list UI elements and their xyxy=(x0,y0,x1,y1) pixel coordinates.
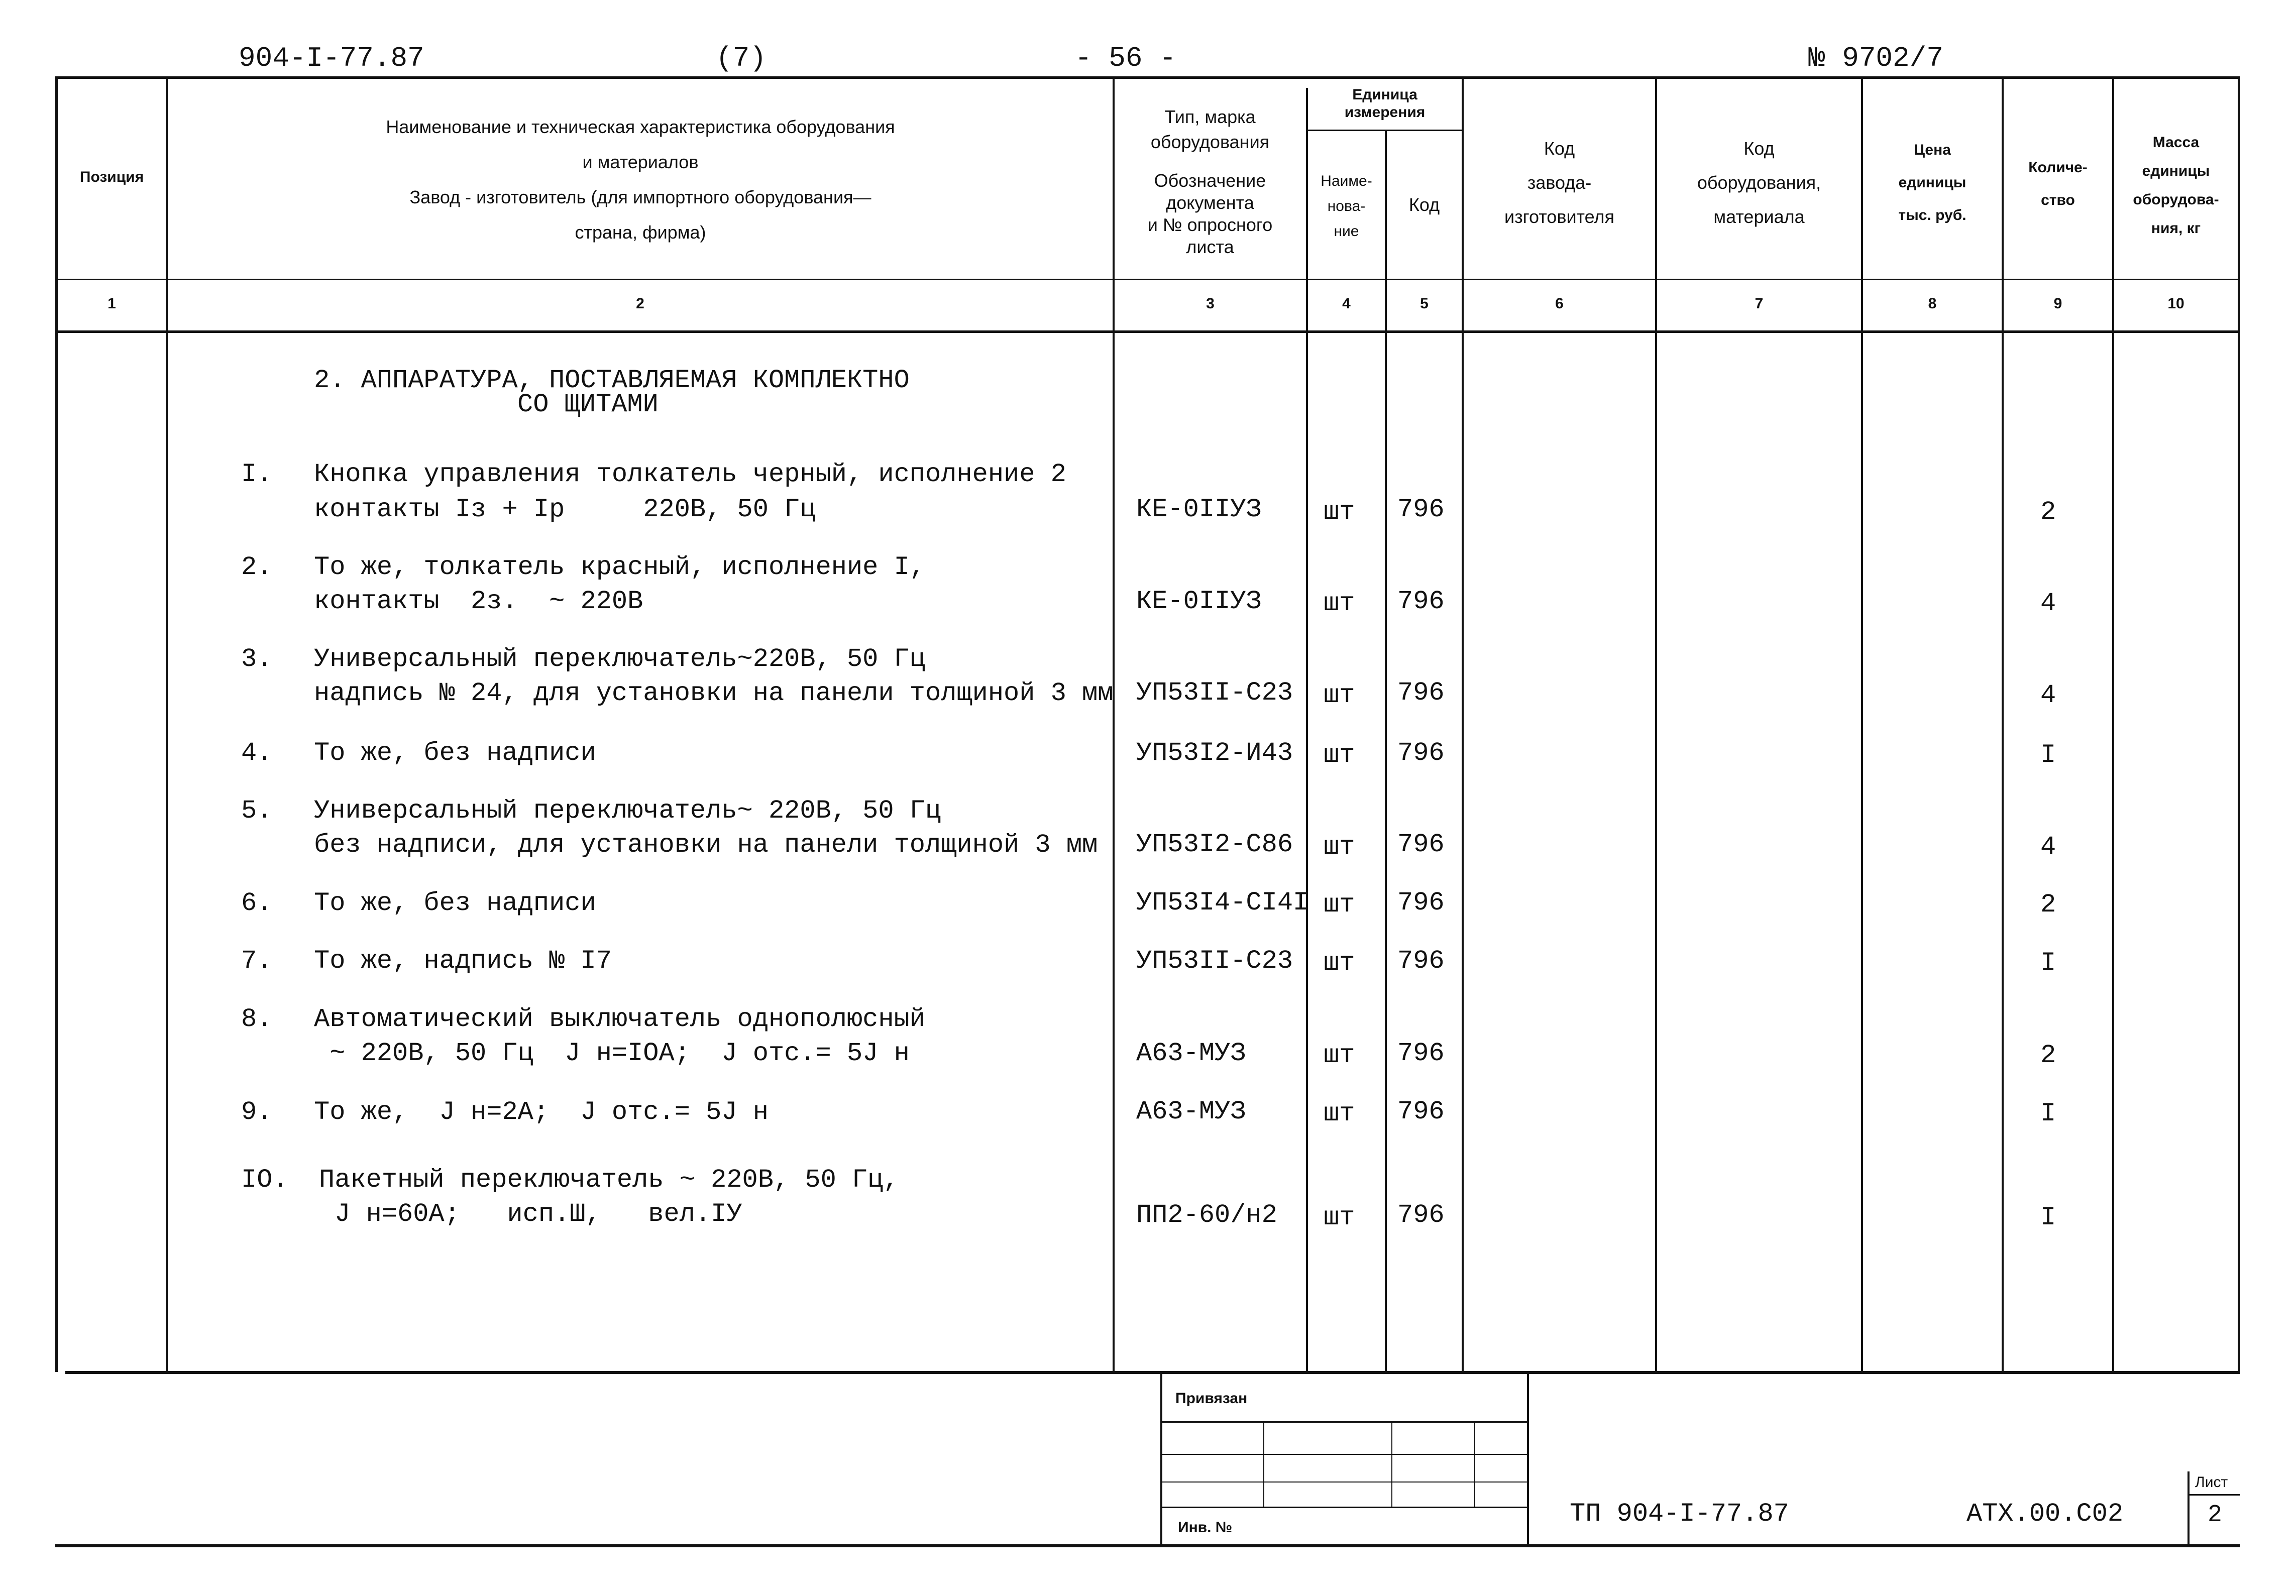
col-header-unit-name-2: нова- xyxy=(1327,198,1366,214)
row-description-line-2: контакты Iз + Iр 220В, 50 Гц xyxy=(314,495,816,524)
stamp-grid-h2 xyxy=(1162,1454,1527,1455)
row-quantity: 2 xyxy=(2040,497,2056,527)
row-unit: шт xyxy=(1324,890,1355,920)
col-number-3: 3 xyxy=(1206,295,1215,312)
row-unit: шт xyxy=(1324,1099,1355,1128)
col-header-type-3: Обозначение xyxy=(1154,170,1266,191)
row-quantity: I xyxy=(2040,740,2056,770)
row-description-line-1: Автоматический выключатель однополюсный xyxy=(314,1004,925,1034)
stamp-inv-label: Инв. № xyxy=(1178,1519,1233,1536)
row-description-line-1: То же, без надписи xyxy=(314,738,596,768)
row-unit-code: 796 xyxy=(1397,1200,1445,1230)
column-number-divider xyxy=(58,330,2240,333)
col-header-equip-code-1: Код xyxy=(1743,138,1775,159)
row-type: КЕ-0IIУЗ xyxy=(1136,495,1262,524)
col-header-price-3: тыс. руб. xyxy=(1898,207,1966,223)
row-description-line-1: Кнопка управления толкатель черный, исполнение 2 xyxy=(314,460,1066,489)
stamp-left-divider xyxy=(1160,1374,1162,1545)
col-header-name-3: Завод - изготовитель (для импортного оборудования— xyxy=(409,187,871,207)
row-quantity: I xyxy=(2040,1099,2056,1128)
col-number-1: 1 xyxy=(107,295,116,312)
row-description-line-1: То же, Ј н=2А; Ј отс.= 5Ј н xyxy=(314,1097,769,1127)
row-unit: шт xyxy=(1324,740,1355,770)
stamp-sheet-number: 2 xyxy=(2208,1502,2222,1529)
col-number-7: 7 xyxy=(1755,295,1764,312)
stamp-grid-v2 xyxy=(1391,1421,1392,1507)
col-header-mass-2: единицы xyxy=(2142,163,2210,179)
col-header-equip-code-2: оборудования, xyxy=(1697,172,1821,193)
row-unit: шт xyxy=(1324,497,1355,527)
row-description-line-2: контакты 2з. ~ 220В xyxy=(314,587,643,616)
col-sep-5 xyxy=(1462,76,1464,1372)
sheet-box-divider xyxy=(2190,1494,2240,1496)
stamp-sheet-label: Лист xyxy=(2195,1474,2228,1491)
page-bottom-border xyxy=(55,1544,2240,1547)
document-number: № 9702/7 xyxy=(1808,42,1943,74)
row-unit-code: 796 xyxy=(1397,495,1445,524)
col-header-type-6: листа xyxy=(1186,237,1234,257)
row-unit: шт xyxy=(1324,1041,1355,1070)
header-divider xyxy=(58,279,2240,280)
row-type: УП53I4-СI4I xyxy=(1136,888,1309,918)
row-position: 9. xyxy=(241,1097,273,1127)
row-quantity: I xyxy=(2040,948,2056,978)
row-position: 6. xyxy=(241,888,273,918)
stamp-grid-v1 xyxy=(1263,1421,1264,1507)
stamp-attached-label: Привязан xyxy=(1175,1390,1248,1407)
col-number-5: 5 xyxy=(1420,295,1429,312)
row-description-line-1: Универсальный переключатель~220В, 50 Гц xyxy=(314,644,925,674)
col-header-type-4: документа xyxy=(1166,192,1254,213)
col-header-mass-1: Масса xyxy=(2152,134,2200,151)
col-header-unit-name-1: Наиме- xyxy=(1321,173,1372,189)
row-unit-code: 796 xyxy=(1397,888,1445,918)
col-number-6: 6 xyxy=(1555,295,1564,312)
col-header-mfr-code-1: Код xyxy=(1544,138,1575,159)
col-number-8: 8 xyxy=(1928,295,1937,312)
col-header-mfr-code-3: изготовителя xyxy=(1504,206,1614,227)
row-unit-code: 796 xyxy=(1397,830,1445,859)
col-header-equip-code-3: материала xyxy=(1713,206,1805,227)
col-number-2: 2 xyxy=(636,295,644,312)
header-part: (7) xyxy=(716,42,767,74)
row-unit-code: 796 xyxy=(1397,738,1445,768)
page-number: - 56 - xyxy=(1075,42,1176,74)
col-sep-9 xyxy=(2112,76,2114,1372)
row-type: ПП2-60/н2 xyxy=(1136,1200,1277,1230)
row-type: А63-МУЗ xyxy=(1136,1039,1246,1068)
col-header-name-2: и материалов xyxy=(582,152,699,172)
unit-group-divider xyxy=(1306,130,1462,131)
row-description-line-2: Ј н=60А; исп.Ш, вел.IУ xyxy=(319,1199,742,1229)
row-type: УП53I2-С86 xyxy=(1136,830,1293,859)
col-header-price-2: единицы xyxy=(1898,174,1966,191)
row-quantity: I xyxy=(2040,1203,2056,1232)
col-number-4: 4 xyxy=(1342,295,1351,312)
col-sep-3 xyxy=(1306,88,1308,1372)
row-description-line-1: То же, без надписи xyxy=(314,888,596,918)
stamp-top-border xyxy=(65,1371,2240,1374)
row-quantity: 2 xyxy=(2040,890,2056,920)
row-type: УП53I2-И43 xyxy=(1136,738,1293,768)
col-header-unit-group-1: Единица xyxy=(1352,86,1417,103)
row-description-line-1: То же, толкатель красный, исполнение I, xyxy=(314,552,925,582)
stamp-grid-h1 xyxy=(1162,1421,1527,1423)
col-header-position: Позиция xyxy=(79,169,144,185)
row-type: УП53II-С23 xyxy=(1136,946,1293,976)
row-unit-code: 796 xyxy=(1397,587,1445,616)
col-header-qty-2: ство xyxy=(2041,192,2075,208)
row-unit: шт xyxy=(1324,948,1355,978)
row-position: 4. xyxy=(241,738,273,768)
row-type: КЕ-0IIУЗ xyxy=(1136,587,1262,616)
col-header-name-1: Наименование и техническая характеристика оборудования xyxy=(386,117,895,137)
col-header-type-1: Тип, марка xyxy=(1164,106,1256,127)
stamp-doc-code: ТП 904-I-77.87 xyxy=(1570,1499,1789,1529)
row-description-line-2: ~ 220В, 50 Гц Ј н=IOA; Ј отс.= 5Ј н xyxy=(314,1039,910,1068)
row-description-line-1: То же, надпись № I7 xyxy=(314,946,612,976)
col-header-mfr-code-2: завода- xyxy=(1527,172,1592,193)
row-unit: шт xyxy=(1324,832,1355,862)
row-position: 2. xyxy=(241,552,273,582)
row-description-line-2: без надписи, для установки на панели толщиной 3 мм xyxy=(314,830,1098,860)
section-title-line-1: 2. АППАРАТУРА, ПОСТАВЛЯЕМАЯ КОМПЛЕКТНО xyxy=(314,366,910,395)
row-unit-code: 796 xyxy=(1397,678,1445,708)
col-header-qty-1: Количе- xyxy=(2028,159,2088,176)
row-position: IO. xyxy=(241,1165,288,1195)
header-left-code: 904-I-77.87 xyxy=(239,42,424,74)
row-position: 8. xyxy=(241,1004,273,1034)
col-sep-8 xyxy=(2002,76,2004,1372)
col-header-unit-group-2: измерения xyxy=(1344,104,1426,121)
row-quantity: 2 xyxy=(2040,1041,2056,1070)
col-sep-7 xyxy=(1861,76,1863,1372)
table-left-border xyxy=(55,76,58,1372)
col-sep-6 xyxy=(1655,76,1657,1372)
row-unit-code: 796 xyxy=(1397,1097,1445,1126)
col-number-10: 10 xyxy=(2167,295,2184,312)
table-right-border xyxy=(2238,76,2240,1372)
row-quantity: 4 xyxy=(2040,589,2056,618)
row-unit: шт xyxy=(1324,680,1355,710)
table-top-border xyxy=(55,76,2240,79)
col-header-price-1: Цена xyxy=(1914,142,1951,158)
row-type: УП53II-С23 xyxy=(1136,678,1293,708)
col-header-mass-4: ния, кг xyxy=(2151,220,2201,237)
row-position: 3. xyxy=(241,644,273,674)
stamp-grid-h3 xyxy=(1162,1481,1527,1483)
row-unit: шт xyxy=(1324,589,1355,618)
row-description-line-1: Универсальный переключатель~ 220В, 50 Гц xyxy=(314,796,941,826)
col-header-type-2: оборудования xyxy=(1150,132,1270,152)
row-description-line-1: Пакетный переключатель ~ 220В, 50 Гц, xyxy=(319,1165,899,1195)
col-header-type-5: и № опросного xyxy=(1147,214,1273,235)
col-number-9: 9 xyxy=(2053,295,2062,312)
stamp-grid-h4 xyxy=(1162,1507,1527,1508)
row-quantity: 4 xyxy=(2040,680,2056,710)
sheet-box-left xyxy=(2188,1471,2190,1545)
row-position: I. xyxy=(241,460,273,489)
stamp-right-divider xyxy=(1527,1374,1529,1545)
col-header-mass-3: оборудова- xyxy=(2133,191,2219,208)
col-header-name-4: страна, фирма) xyxy=(575,222,706,243)
row-quantity: 4 xyxy=(2040,832,2056,862)
stamp-sheet-code: АТХ.00.С02 xyxy=(1966,1499,2124,1529)
col-sep-4 xyxy=(1385,131,1387,1372)
row-unit-code: 796 xyxy=(1397,1039,1445,1068)
col-sep-2 xyxy=(1113,76,1115,1372)
col-sep-1 xyxy=(166,76,168,1372)
stamp-grid-v3 xyxy=(1474,1421,1475,1507)
col-header-unit-code: Код xyxy=(1408,194,1440,215)
row-position: 5. xyxy=(241,796,273,826)
row-position: 7. xyxy=(241,946,273,976)
row-unit: шт xyxy=(1324,1203,1355,1232)
row-unit-code: 796 xyxy=(1397,946,1445,976)
section-title-line-2: СО ЩИТАМИ xyxy=(517,390,659,419)
col-header-unit-name-3: ние xyxy=(1334,223,1359,240)
row-type: А63-МУЗ xyxy=(1136,1097,1246,1126)
row-description-line-2: надпись № 24, для установки на панели толщиной 3 мм xyxy=(314,678,1114,708)
